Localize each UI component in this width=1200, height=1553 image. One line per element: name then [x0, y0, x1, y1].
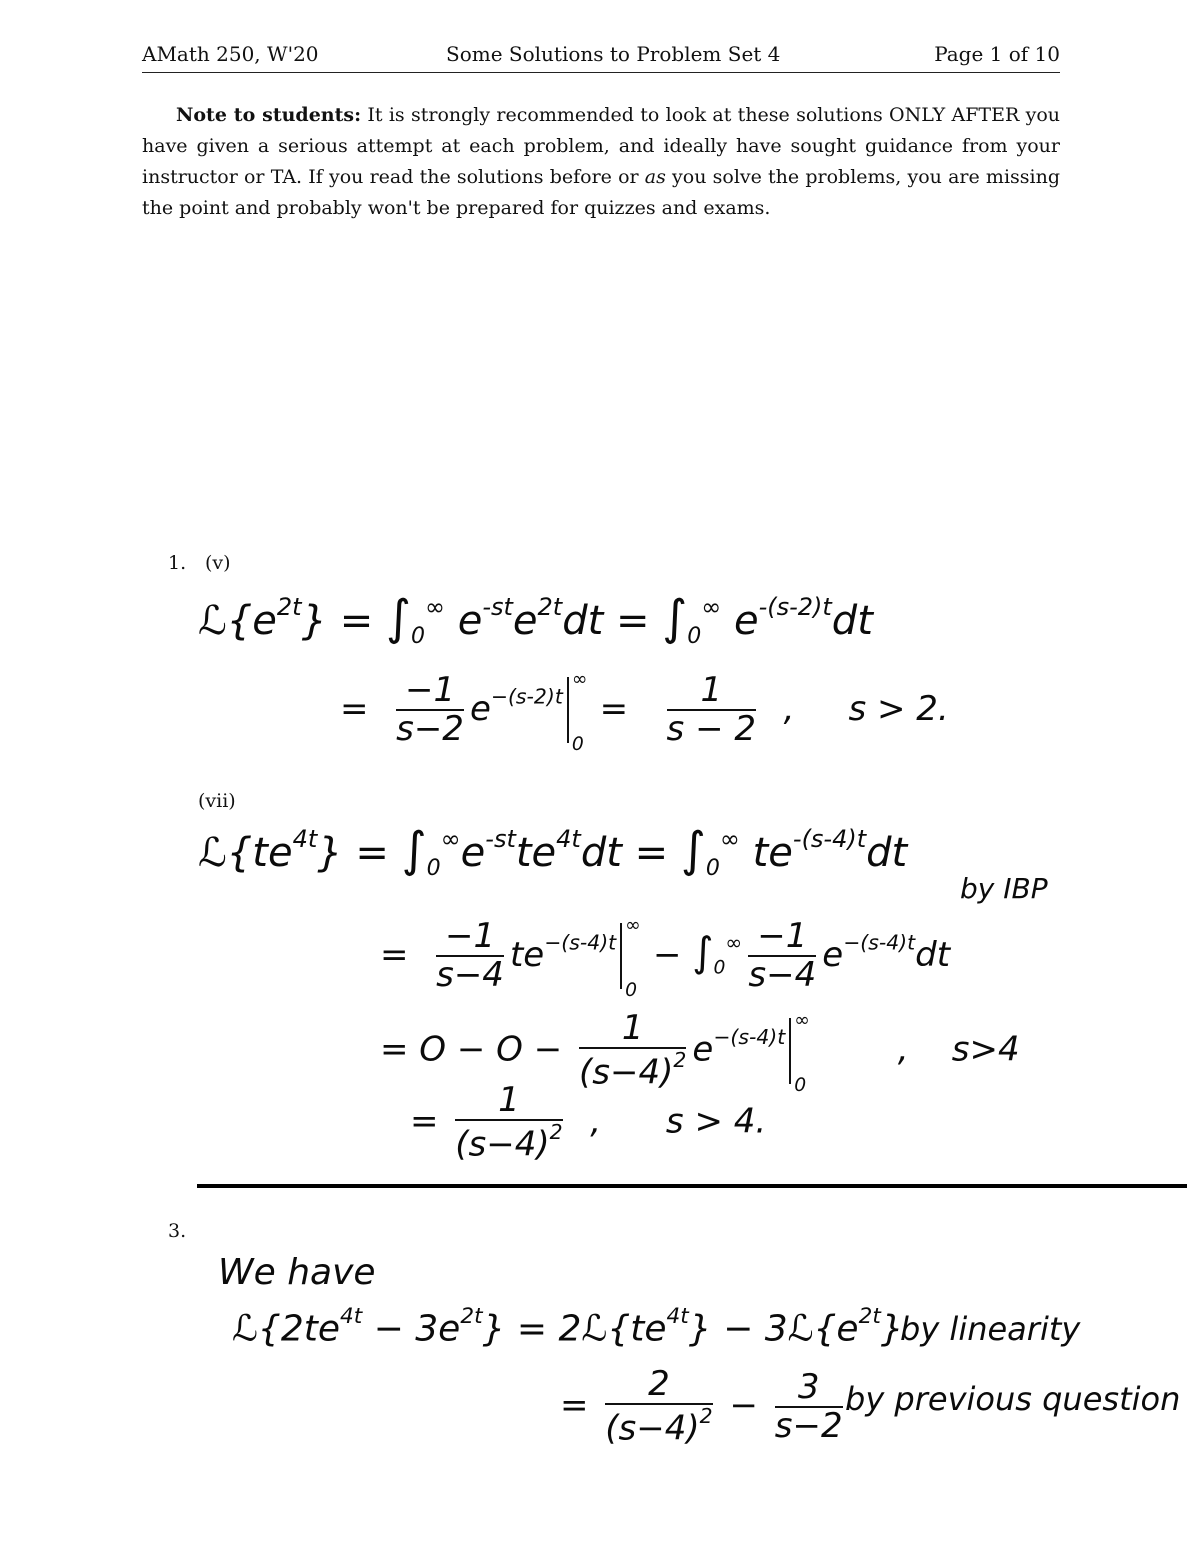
handwritten-eq-vii-line3: = O − O − $\frac{1}{(s-4)^2}$ $e^{-(s-4)t}$ ∞ 0 , s>4 [380, 1008, 1020, 1097]
handwritten-by-ibp: by IBP [960, 872, 1048, 905]
handwritten-eq-v-line1: $ℒ\{e^{2t}\} = \int_0^\infty$ $e^{-st}e^{2t}dt = \int_0^\infty$ $e^{-(s-2)t}dt$ [198, 590, 873, 649]
note-text-2: you solve the problems, you are missing the point and probably won't be prepared for quizzes and exams. [142, 166, 1060, 219]
problem-1-part-vii: (vii) [198, 790, 236, 812]
handwritten-eq-v-line2: = $\frac{-1}{s-2}$ $e^{-(s-2)t}$ ∞ 0 = $\frac{1}{s - 2}$ , s > 2. [340, 669, 949, 756]
note-to-students [142, 100, 1060, 224]
note-emphasis: as [644, 166, 666, 188]
document-title: Some Solutions to Problem Set 4 [446, 42, 781, 66]
section-divider [197, 1184, 1187, 1188]
page-header [142, 40, 1060, 72]
handwritten-eq-3-line1: $ℒ\{2te^{4t} - 3e^{2t}\}$ = $2ℒ\{te^{4t}\}$ − $3ℒ\{e^{2t}\}$ [232, 1304, 904, 1350]
handwritten-eq-vii-line1: $ℒ\{te^{4t}\} = \int_0^\infty e^{-st}te^{4t}dt = \int_0^\infty$ $te^{-(s-4)t}dt$ [198, 822, 908, 881]
note-text-1: It is strongly recommended to look at these solutions ONLY AFTER you have given a serious attempt at each problem, and ideally have sought guidance from your instructor or TA. If you read the solutions before or [142, 104, 1060, 188]
header-rule [142, 72, 1060, 73]
page-number: Page 1 of 10 [934, 42, 1060, 66]
note-label: Note to students: [176, 104, 362, 126]
problem-1-number: 1. [168, 552, 187, 574]
problem-3-number: 3. [168, 1220, 187, 1242]
handwritten-by-linearity: by linearity [900, 1310, 1081, 1348]
handwritten-by-previous-question: by previous question [845, 1380, 1181, 1418]
problem-1-part-v: (v) [205, 552, 231, 574]
course-label: AMath 250, W'20 [142, 42, 319, 66]
handwritten-eq-vii-line4: = $\frac{1}{(s-4)^2}$ , s > 4. [410, 1080, 767, 1165]
handwritten-eq-3-line2: = $\frac{2}{(s-4)^2}$ − $\frac{3}{s-2}$ [560, 1364, 843, 1449]
handwritten-we-have: We have [218, 1252, 376, 1293]
handwritten-eq-vii-line2: = $\frac{-1}{s-4}$ $te^{-(s-4)t}$ ∞ 0 − $\int_0^\infty$ $\frac{-1}{s-4}$ $e^{-(s-4)t}dt$ [380, 915, 951, 1002]
